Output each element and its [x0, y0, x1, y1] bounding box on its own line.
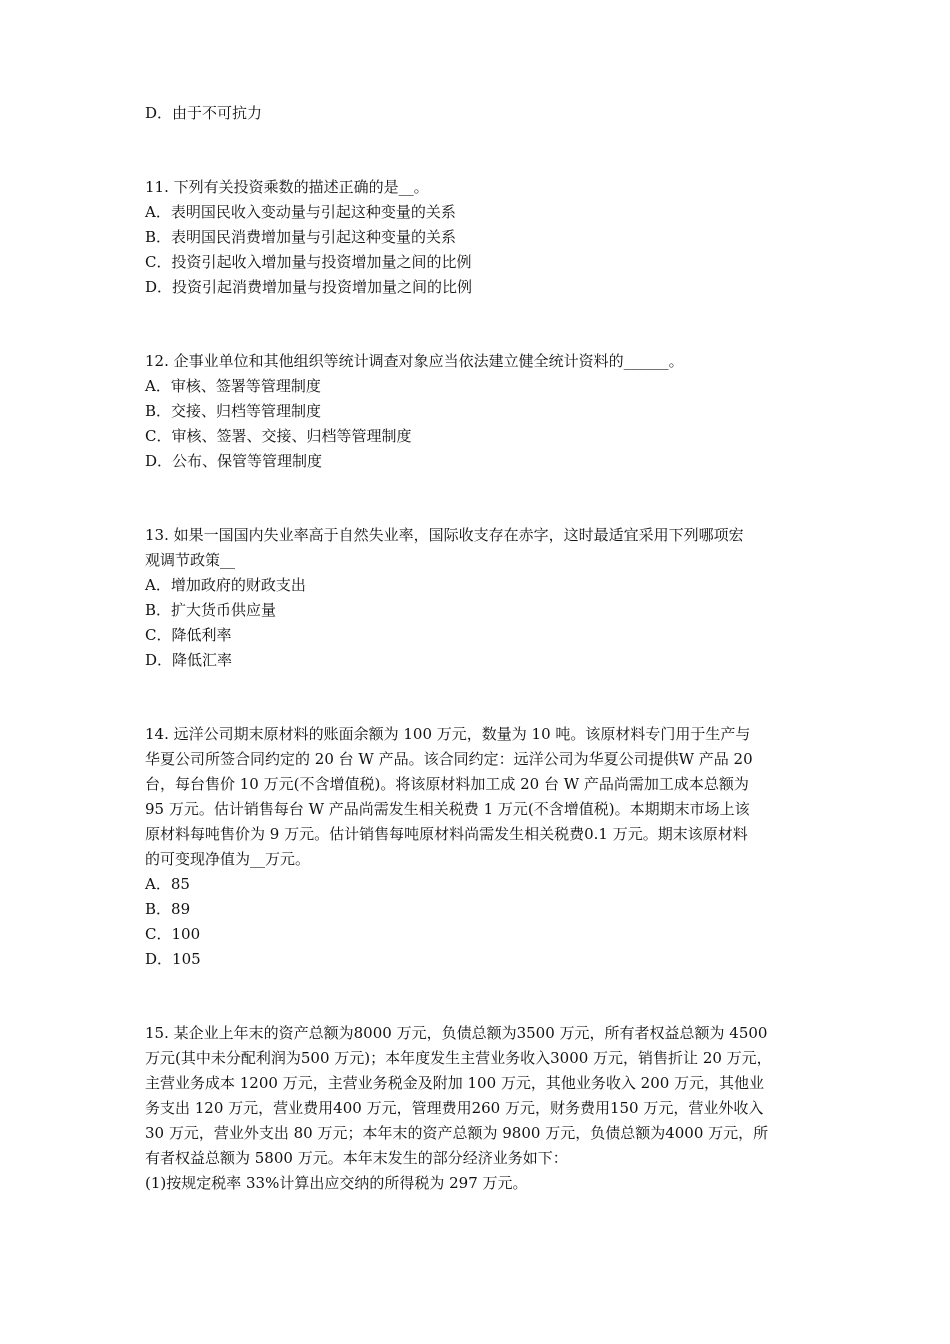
question-stem-line: 万元(其中未分配利润为500 万元)；本年度发生主营业务收入3000 万元，销售折让 20 万元， [145, 1049, 772, 1067]
question-stem-line: 30 万元，营业外支出 80 万元；本年末的资产总额为 9800 万元，负债总额为4000 万元，所 [145, 1124, 769, 1142]
question-14 [145, 722, 815, 972]
question-stem-line: 14. 远洋公司期末原材料的账面余额为 100 万元，数量为 10 吨。该原材料专门用于生产与 [145, 725, 751, 743]
question-stem-line: 华夏公司所签合同约定的 20 台 W 产品。该合同约定：远洋公司为华夏公司提供W 产品 20 [145, 750, 753, 768]
question-stem-line: 主营业务成本 1200 万元，主营业务税金及附加 100 万元，其他业务收入 200 万元，其他业 [145, 1074, 765, 1092]
option-d: D．公布、保管等管理制度 [145, 452, 323, 470]
question-stem-line: 95 万元。估计销售每台 W 产品尚需发生相关税费 1 万元(不含增值税)。本期期末市场上该 [145, 800, 750, 818]
question-stem-line: (1)按规定税率 33%计算出应交纳的所得税为 297 万元。 [145, 1174, 528, 1192]
question-13 [145, 523, 815, 673]
question-12 [145, 349, 815, 474]
option-a: A．表明国民收入变动量与引起这种变量的关系 [145, 203, 456, 221]
option-a: A．审核、签署等管理制度 [145, 377, 321, 395]
option-b: B．89 [145, 900, 191, 918]
option-d: D．由于不可抗力 [145, 104, 263, 122]
question-stem-line: 台，每台售价 10 万元(不含增值税)。将该原材料加工成 20 台 W 产品尚需加工成本总额为 [145, 775, 749, 793]
option-a: A．增加政府的财政支出 [145, 576, 306, 594]
question-stem: 12. 企事业单位和其他组织等统计调查对象应当依法建立健全统计资料的______。 [145, 352, 684, 370]
question-stem-line: 务支出 120 万元，营业费用400 万元，管理费用260 万元，财务费用150 万元，营业外收入 [145, 1099, 764, 1117]
option-d: D．降低汇率 [145, 651, 233, 669]
option-c: C．100 [145, 925, 201, 943]
option-c: C．降低利率 [145, 626, 232, 644]
option-c: C．审核、签署、交接、归档等管理制度 [145, 427, 412, 445]
question-stem-line: 原材料每吨售价为 9 万元。估计销售每吨原材料尚需发生相关税费0.1 万元。期末该原材料 [145, 825, 748, 843]
question-stem: 11. 下列有关投资乘数的描述正确的是__。 [145, 178, 429, 196]
question-11 [145, 175, 815, 300]
question-stem-line: 15. 某企业上年末的资产总额为8000 万元，负债总额为3500 万元，所有者权益总额为 4500 [145, 1024, 768, 1042]
option-b: B．表明国民消费增加量与引起这种变量的关系 [145, 228, 457, 246]
question-stem-line: 的可变现净值为__万元。 [145, 850, 311, 868]
question-15 [145, 1021, 815, 1196]
previous-question-tail [145, 101, 815, 126]
option-d: D．投资引起消费增加量与投资增加量之间的比例 [145, 278, 473, 296]
question-stem-line: 观调节政策__ [145, 551, 236, 569]
option-b: B．扩大货币供应量 [145, 601, 277, 619]
option-b: B．交接、归档等管理制度 [145, 402, 322, 420]
option-c: C．投资引起收入增加量与投资增加量之间的比例 [145, 253, 472, 271]
option-a: A．85 [145, 875, 190, 893]
question-stem-line: 13. 如果一国国内失业率高于自然失业率，国际收支存在赤字，这时最适宜采用下列哪项宏 [145, 526, 744, 544]
option-d: D．105 [145, 950, 201, 968]
question-stem-line: 有者权益总额为 5800 万元。本年末发生的部分经济业务如下： [145, 1149, 568, 1167]
